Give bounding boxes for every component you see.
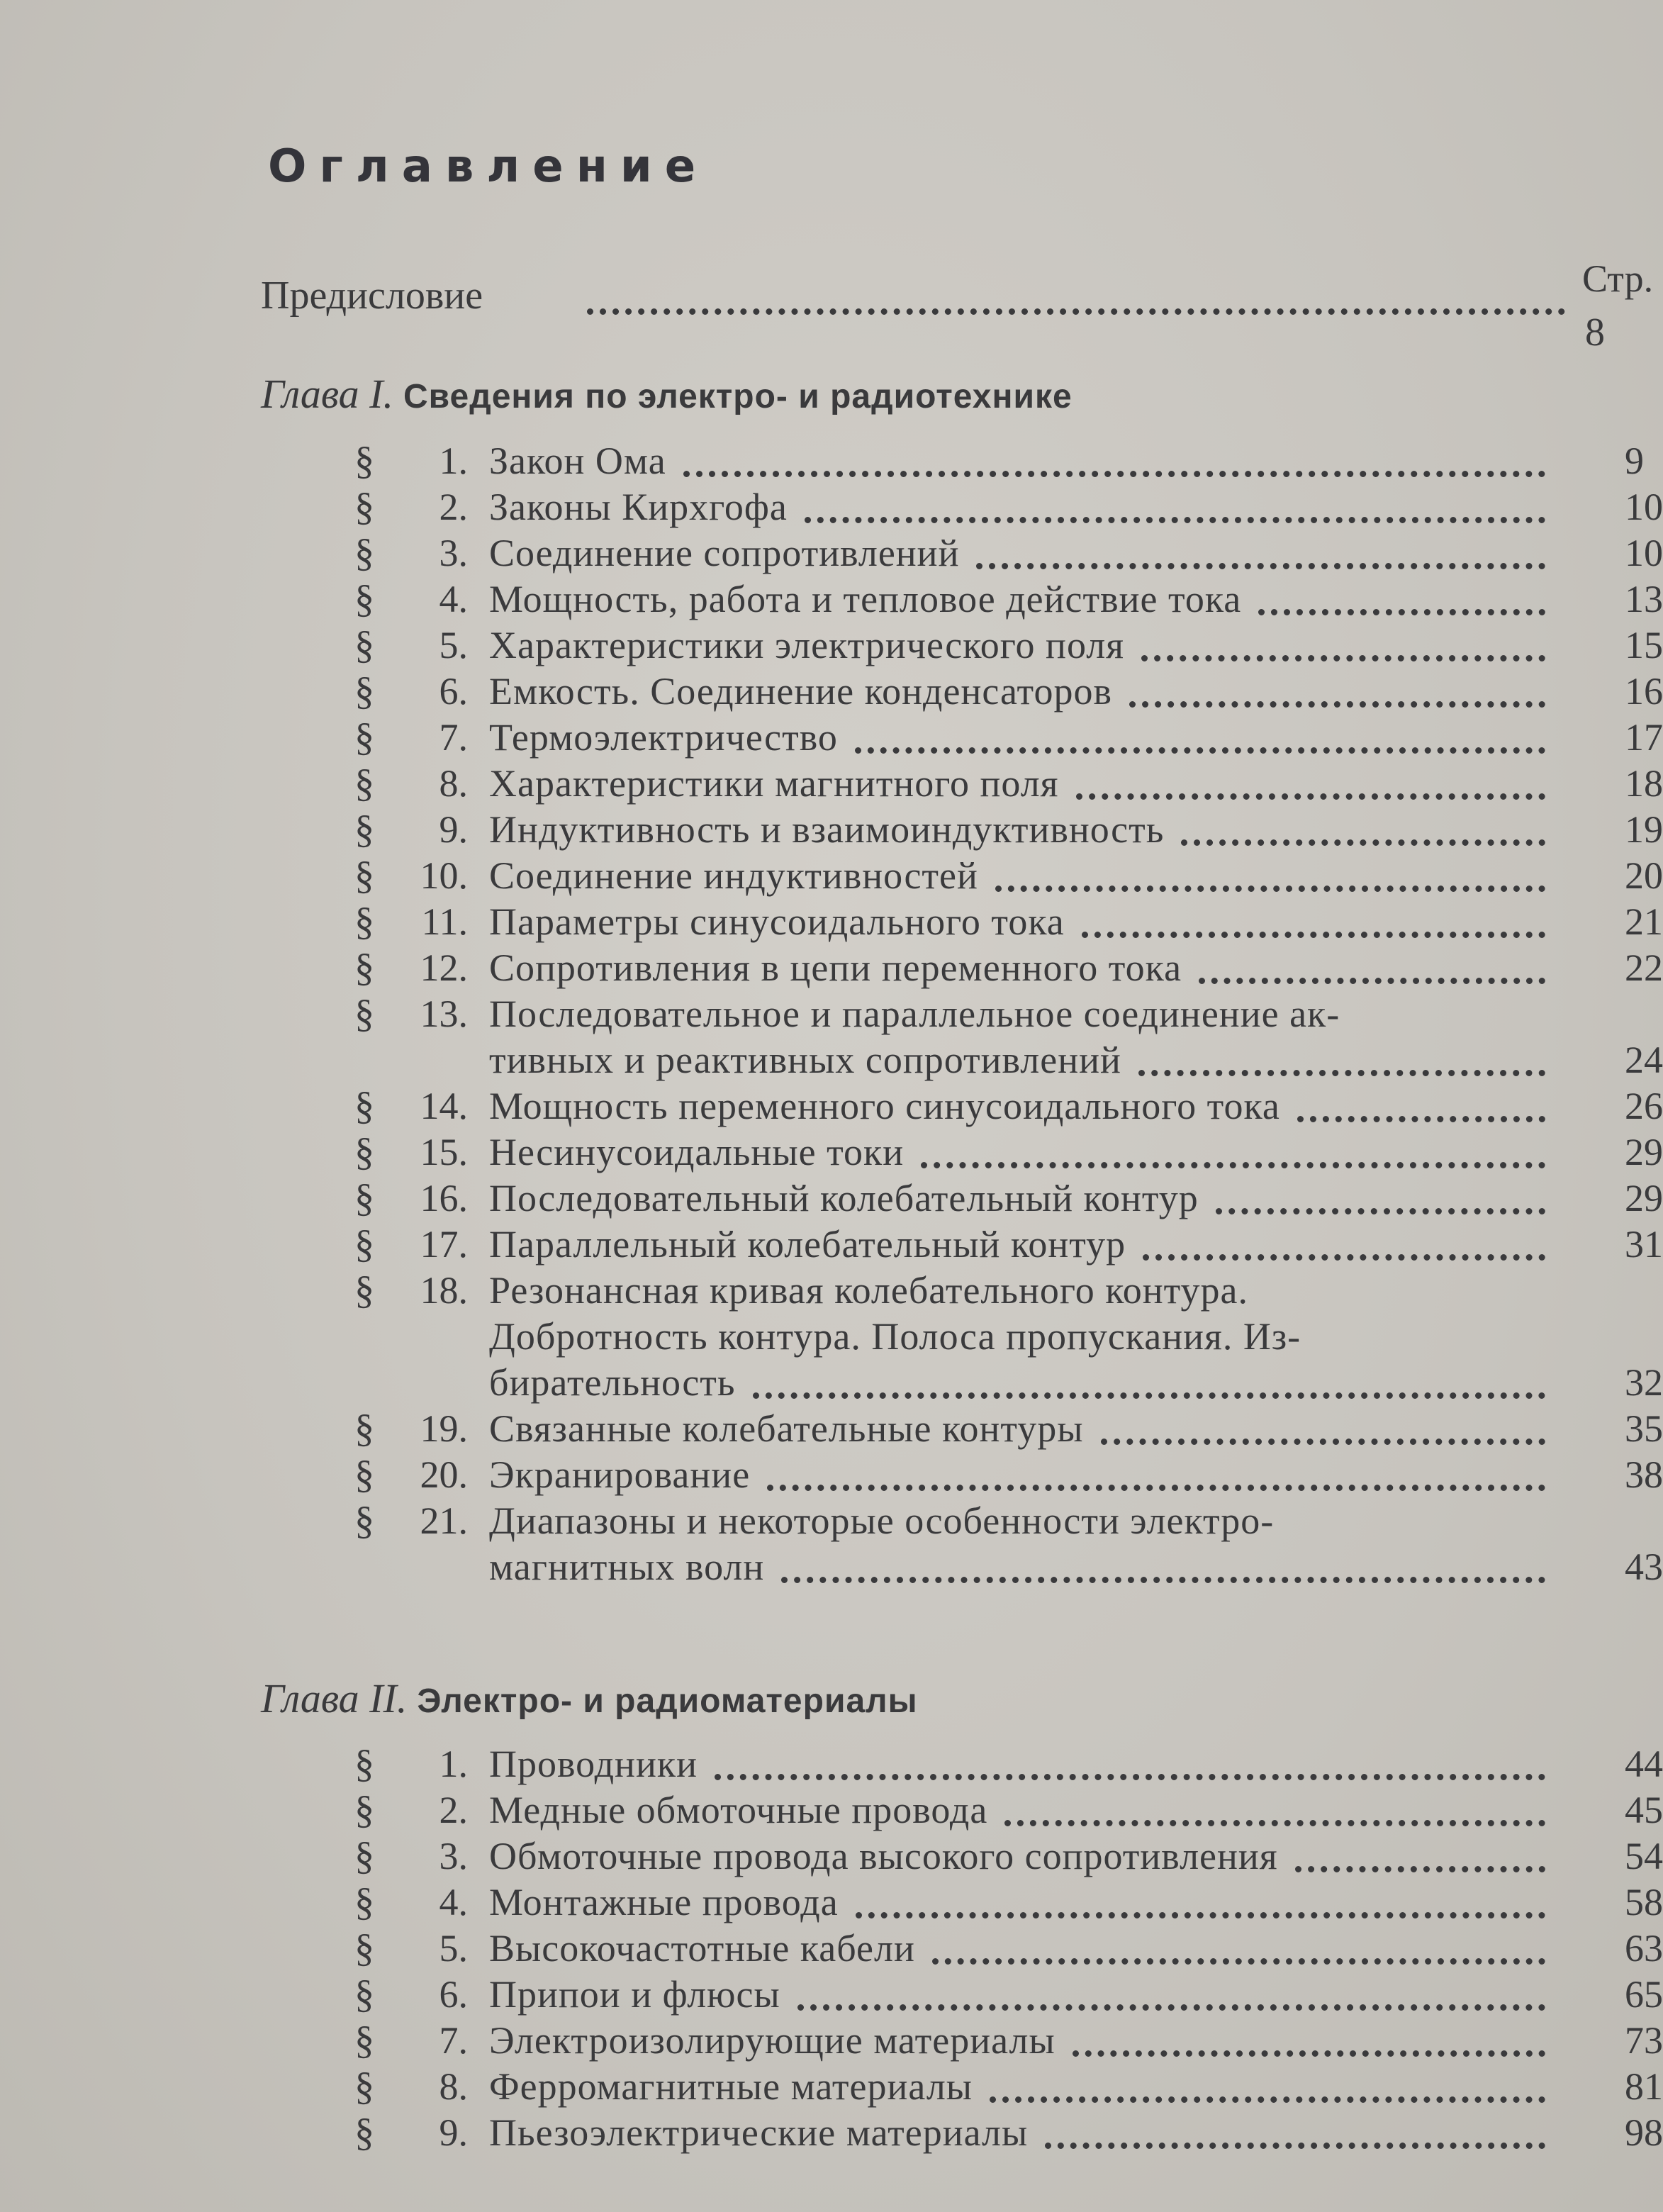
dot-leader: [921, 1148, 1545, 1168]
dot-leader: [587, 291, 1565, 315]
toc-entry: [354, 1360, 1663, 1406]
preface-entry: [261, 273, 1605, 354]
section-symbol: §: [354, 1972, 374, 2016]
dot-leader: [1297, 1102, 1545, 1122]
section-number: 3.: [439, 532, 468, 574]
entry-page: 73: [1625, 2019, 1663, 2062]
section-number: 6.: [439, 670, 468, 713]
entry-page: 31: [1625, 1223, 1663, 1266]
entry-title: Характеристики электрического поля: [489, 624, 1125, 666]
dot-leader: [1216, 1194, 1545, 1214]
section-symbol: §: [354, 1453, 374, 1497]
entry-page: 19: [1625, 808, 1663, 851]
section-symbol: §: [354, 2018, 374, 2062]
entry-page: 21: [1625, 900, 1663, 943]
entry-title: Медные обмоточные провода: [489, 1789, 988, 1831]
toc-entry: [354, 807, 1663, 853]
section-number: 12.: [420, 946, 468, 989]
section-symbol: §: [354, 623, 374, 667]
section-symbol: §: [354, 946, 374, 990]
dot-leader: [767, 1470, 1545, 1491]
dot-leader: [683, 457, 1545, 477]
section-number: 1.: [439, 440, 468, 482]
toc-entry: [354, 1741, 1663, 1787]
chapter-label: Глава II.: [261, 1675, 408, 1721]
section-symbol: §: [354, 2111, 374, 2155]
toc-entry: [354, 1833, 1663, 1879]
entry-title: тивных и реактивных сопротивлений: [489, 1039, 1121, 1081]
section-number: 7.: [439, 716, 468, 759]
entry-page: 32: [1625, 1361, 1663, 1404]
entry-page: 16: [1625, 670, 1663, 713]
chapter-2-entries: [354, 1741, 1663, 2156]
entry-title: Последовательный колебательный контур: [489, 1177, 1199, 1219]
dot-leader: [1199, 963, 1545, 984]
preface-title: Предисловие: [261, 274, 483, 318]
toc-entry: [354, 853, 1663, 899]
toc-entry: [354, 1787, 1663, 1833]
entry-title: Диапазоны и некоторые особенности электро-: [489, 1499, 1275, 1542]
section-symbol: §: [354, 577, 374, 621]
section-number: 7.: [439, 2019, 468, 2062]
dot-leader: [781, 1563, 1545, 1583]
section-symbol: §: [354, 1222, 374, 1266]
entry-page: 20: [1625, 854, 1663, 897]
section-number: 4.: [439, 1881, 468, 1923]
section-number: 8.: [439, 2065, 468, 2108]
entry-page: 22: [1625, 946, 1663, 989]
dot-leader: [932, 1944, 1545, 1965]
section-number: 3.: [439, 1835, 468, 1877]
entry-title: Обмоточные провода высокого сопротивления: [489, 1835, 1278, 1877]
section-symbol: §: [354, 1880, 374, 1924]
section-symbol: §: [354, 531, 374, 575]
section-number: 18.: [420, 1269, 468, 1312]
entry-title: Мощность, работа и тепловое действие тока: [489, 578, 1242, 620]
section-symbol: §: [354, 1176, 374, 1220]
entry-page: 10: [1625, 532, 1663, 574]
entry-title: Параметры синусоидального тока: [489, 900, 1065, 943]
section-symbol: §: [354, 1084, 374, 1128]
entry-title: Характеристики магнитного поля: [489, 762, 1059, 805]
toc-entry: [354, 2018, 1663, 2064]
dot-leader: [1141, 641, 1545, 661]
entry-title: Термоэлектричество: [489, 716, 838, 759]
section-number: 4.: [439, 578, 468, 620]
dot-leader: [797, 1990, 1545, 2011]
entry-title: Соединение сопротивлений: [489, 532, 960, 574]
chapter-title: Электро- и радиоматериалы: [417, 1682, 918, 1720]
section-symbol: §: [354, 992, 374, 1036]
entry-page: 45: [1625, 1789, 1663, 1831]
section-number: 13.: [420, 993, 468, 1035]
entry-page: 10: [1625, 486, 1663, 528]
dot-leader: [1073, 2036, 1545, 2057]
dot-leader: [1181, 825, 1545, 846]
dot-leader: [1258, 595, 1545, 615]
section-number: 2.: [439, 1789, 468, 1831]
dot-leader: [855, 733, 1545, 754]
entry-page: 9: [1625, 440, 1644, 482]
entry-title: Закон Ома: [489, 440, 666, 482]
section-symbol: §: [354, 854, 374, 898]
entry-title: Проводники: [489, 1743, 698, 1785]
section-symbol: §: [354, 1926, 374, 1970]
section-symbol: §: [354, 761, 374, 805]
section-number: 20.: [420, 1453, 468, 1496]
section-symbol: §: [354, 669, 374, 713]
entry-title: Мощность переменного синусоидального тока: [489, 1085, 1280, 1127]
entry-title: Экранирование: [489, 1453, 751, 1496]
section-number: 6.: [439, 1973, 468, 2016]
section-number: 5.: [439, 1927, 468, 1970]
entry-page: 29: [1625, 1177, 1663, 1219]
toc-entry: [354, 1083, 1663, 1129]
entry-page: 13: [1625, 578, 1663, 620]
section-number: 15.: [420, 1131, 468, 1173]
toc-entry: [354, 1175, 1663, 1222]
toc-entry: [354, 1972, 1663, 2018]
entry-page: 44: [1625, 1743, 1663, 1785]
dot-leader: [1129, 687, 1545, 708]
entry-title: Емкость. Соединение конденсаторов: [489, 670, 1112, 713]
preface-page: 8: [1585, 311, 1605, 354]
entry-title: Несинусоидальные токи: [489, 1131, 905, 1173]
chapter-2-heading: [261, 1675, 918, 1722]
chapter-title: Сведения по электро- и радиотехнике: [403, 378, 1073, 415]
entry-page: 35: [1625, 1407, 1663, 1450]
entry-page: 29: [1625, 1131, 1663, 1173]
section-symbol: §: [354, 485, 374, 529]
entry-page: 58: [1625, 1881, 1663, 1923]
section-symbol: §: [354, 439, 374, 483]
entry-title: Монтажные провода: [489, 1881, 839, 1923]
toc-entry: [354, 1926, 1663, 1972]
entry-page: 43: [1625, 1546, 1663, 1588]
page-column-label: Стр.: [1582, 257, 1654, 300]
entry-title: Параллельный колебательный контур: [489, 1223, 1126, 1266]
toc-entry: [354, 1498, 1659, 1544]
section-symbol: §: [354, 900, 374, 944]
entry-page: 63: [1625, 1927, 1663, 1970]
entry-page: 65: [1625, 1973, 1663, 2016]
toc-entry: [354, 1222, 1663, 1268]
entry-title: Высокочастотные кабели: [489, 1927, 915, 1970]
dot-leader: [715, 1760, 1545, 1780]
toc-entry: [354, 1452, 1663, 1498]
dot-leader: [976, 549, 1545, 569]
section-number: 16.: [420, 1177, 468, 1219]
section-number: 9.: [439, 808, 468, 851]
section-number: 14.: [420, 1085, 468, 1127]
entry-page: 54: [1625, 1835, 1663, 1877]
section-number: 21.: [420, 1499, 468, 1542]
entry-title: Добротность контура. Полоса пропускания. Из-: [489, 1315, 1301, 1358]
dot-leader: [990, 2082, 1545, 2103]
toc-entry: [354, 2110, 1663, 2156]
entry-page: 26: [1625, 1085, 1663, 1127]
entry-page: 18: [1625, 762, 1663, 805]
entry-title: Последовательное и параллельное соединение ак-: [489, 993, 1340, 1035]
toc-entry: [354, 1129, 1663, 1175]
toc-entry: [354, 669, 1663, 715]
page-title: Оглавление: [268, 140, 709, 193]
dot-leader: [1076, 779, 1545, 800]
entry-title: Соединение индуктивностей: [489, 854, 978, 897]
entry-title: Припои и флюсы: [489, 1973, 780, 2016]
dot-leader: [753, 1378, 1545, 1399]
toc-entry: [354, 1268, 1659, 1314]
toc-entry: [354, 945, 1663, 991]
entry-title: магнитных волн: [489, 1546, 765, 1588]
section-number: 8.: [439, 762, 468, 805]
section-symbol: §: [354, 2065, 374, 2108]
entry-page: 81: [1625, 2065, 1663, 2108]
toc-entry: [354, 899, 1663, 945]
chapter-label: Глава I.: [261, 371, 393, 417]
entry-title: Связанные колебательные контуры: [489, 1407, 1084, 1450]
entry-title: Ферромагнитные материалы: [489, 2065, 973, 2108]
toc-entry: [354, 991, 1659, 1037]
chapter-1-entries: [354, 438, 1663, 1590]
toc-entry: [354, 1314, 1659, 1360]
section-number: 5.: [439, 624, 468, 666]
dot-leader: [1295, 1852, 1545, 1872]
toc-entry: [354, 1406, 1663, 1452]
section-symbol: §: [354, 1834, 374, 1878]
entry-page: 24: [1625, 1039, 1663, 1081]
section-number: 11.: [421, 900, 468, 943]
section-number: 17.: [420, 1223, 468, 1266]
section-symbol: §: [354, 1499, 374, 1543]
section-number: 1.: [439, 1743, 468, 1785]
section-number: 19.: [420, 1407, 468, 1450]
section-symbol: §: [354, 715, 374, 759]
entry-title: Сопротивления в цепи переменного тока: [489, 946, 1182, 989]
toc-entry: [354, 1544, 1663, 1590]
dot-leader: [856, 1898, 1545, 1918]
entry-title: Законы Кирхгофа: [489, 486, 788, 528]
toc-entry: [354, 1037, 1663, 1083]
toc-entry: [354, 622, 1663, 669]
entry-page: 38: [1625, 1453, 1663, 1496]
entry-title: Электроизолирующие материалы: [489, 2019, 1056, 2062]
dot-leader: [1138, 1056, 1545, 1076]
entry-title: Пьезоэлектрические материалы: [489, 2111, 1029, 2154]
section-symbol: §: [354, 1742, 374, 1786]
section-number: 10.: [420, 854, 468, 897]
entry-page: 15: [1625, 624, 1663, 666]
toc-entry: [354, 438, 1659, 484]
section-symbol: §: [354, 1268, 374, 1312]
dot-leader: [1004, 1806, 1545, 1826]
entry-title: бирательность: [489, 1361, 736, 1404]
section-number: 2.: [439, 486, 468, 528]
entry-page: 17: [1625, 716, 1663, 759]
dot-leader: [995, 871, 1545, 892]
entry-page: 98: [1625, 2111, 1663, 2154]
toc-entry: [354, 761, 1663, 807]
toc-entry: [354, 1879, 1663, 1926]
chapter-1-heading: [261, 370, 1073, 418]
entry-title: Резонансная кривая колебательного контура.: [489, 1269, 1248, 1312]
section-number: 9.: [439, 2111, 468, 2154]
dot-leader: [1101, 1424, 1545, 1445]
dot-leader: [805, 503, 1545, 523]
entry-title: Индуктивность и взаимоиндуктивность: [489, 808, 1165, 851]
toc-entry: [354, 576, 1663, 622]
section-symbol: §: [354, 1407, 374, 1451]
dot-leader: [1082, 917, 1545, 938]
dot-leader: [1045, 2128, 1545, 2149]
section-symbol: §: [354, 808, 374, 851]
toc-entry: [354, 484, 1663, 530]
section-symbol: §: [354, 1788, 374, 1832]
dot-leader: [1143, 1240, 1545, 1261]
toc-entry: [354, 715, 1663, 761]
toc-entry: [354, 530, 1663, 576]
toc-entry: [354, 2064, 1663, 2110]
section-symbol: §: [354, 1130, 374, 1174]
